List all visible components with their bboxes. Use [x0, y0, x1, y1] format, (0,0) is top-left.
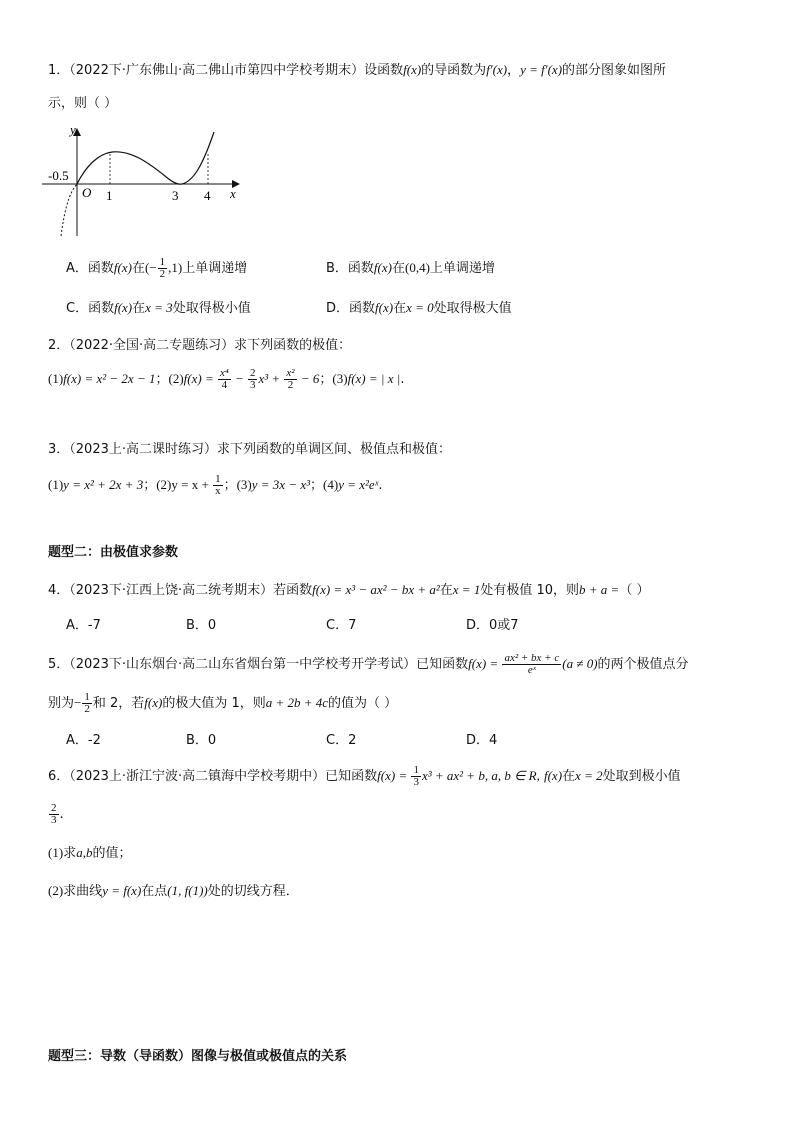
q5-line2-sign: −: [74, 695, 82, 710]
q5-option-b[interactable]: B．0: [186, 733, 217, 748]
frac-den: 2: [287, 379, 294, 391]
q2-p2-label: (2): [168, 371, 184, 386]
section-title-2: 题型二：由极值求参数: [48, 545, 179, 560]
q4-option-a[interactable]: A．-7: [66, 618, 101, 633]
q1-option-a-post: 上单调递增: [182, 261, 248, 276]
q5-line2-frac: [82, 692, 92, 715]
q6-part2: [48, 881, 773, 902]
q1-option-c-pre: C．函数: [66, 301, 115, 316]
x-label: x: [230, 186, 236, 201]
q6-value-frac: [49, 803, 59, 826]
q6-part1-b: 的值；: [92, 846, 132, 861]
q5-line2-d: 的值为（ ）: [328, 696, 398, 711]
q6-fx: f(x): [543, 768, 563, 783]
derivative-graph: [40, 124, 245, 240]
q1-fx: f(x): [403, 62, 422, 77]
q3-parts: [48, 470, 773, 501]
q1-option-b-pre: B．函数: [326, 261, 374, 276]
q5-func-pre: f(x) =: [468, 656, 502, 671]
q6-part2-curve: y = f(x): [102, 883, 142, 898]
q4-stem-c: 处有极值 10，则: [480, 583, 580, 598]
frac-den: x: [215, 485, 221, 497]
q5-option-d[interactable]: D．4: [466, 733, 498, 748]
frac-den: 2: [159, 268, 166, 280]
q1-option-c-post: 处取得极小值: [172, 301, 251, 316]
q1-stem-text: 1．（2022下·广东佛山·高二佛山市第四中学校考期末）设函数: [48, 63, 404, 78]
q5-stem-line1: [48, 650, 773, 679]
q1-stem-text-c: ，: [507, 63, 521, 78]
section-title-3: 题型三：导数（导函数）图像与极值或极值点的关系: [48, 1049, 348, 1064]
q6-part1: [48, 843, 773, 864]
q1-option-d[interactable]: [326, 298, 512, 319]
q6-part2-b: 在点: [141, 884, 168, 899]
q6-part1-vars: a,b: [76, 845, 93, 860]
q1-option-d-post: 处取得极大值: [433, 301, 512, 316]
q4-func: f(x) = x³ − ax² − bx + a²: [312, 582, 440, 597]
frac-num: 2: [249, 367, 256, 379]
q6-stem-c: 处取到极小值: [602, 769, 681, 784]
q1-yeq: y = f′(x): [520, 62, 563, 77]
q1-option-a-mid: 在: [131, 261, 145, 276]
q6-func-pre: f(x) =: [377, 768, 411, 783]
frac-den: 2: [84, 703, 90, 715]
q1-stem-text-b: 的导函数为: [421, 63, 487, 78]
frac-num: x²: [286, 367, 295, 379]
q3-sep-2: ；: [223, 478, 237, 493]
frac-num: ax² + bx + c: [504, 652, 560, 664]
q1-option-b-fx: f(x): [373, 260, 392, 275]
q6-part2-label: (2): [48, 883, 64, 898]
q2-p1: f(x) = x² − 2x − 1: [63, 371, 156, 386]
q2-p1-label: (1): [48, 371, 64, 386]
q3-p4-label: (4): [323, 477, 339, 492]
q2-p2-pre: f(x) =: [183, 371, 217, 386]
q6-stem-a: 6．（2023上·浙江宁波·高二镇海中学校考期中）已知函数: [48, 769, 378, 784]
q3-sep-1: ；: [143, 478, 157, 493]
q3-p1-label: (1): [48, 477, 64, 492]
q6-stem-line1: [48, 762, 773, 791]
q6-val-end: .: [59, 807, 64, 822]
frac-num: 2: [51, 802, 57, 814]
q4-option-d[interactable]: D．0或7: [466, 618, 519, 633]
q1-option-c-cond: x = 3: [145, 300, 173, 315]
q1-stem-line1: [48, 60, 773, 81]
q3-p3-label: (3): [236, 477, 252, 492]
tick-neg-half: -0.5: [48, 168, 69, 183]
q6-part2-point: (1, f(1)): [167, 883, 208, 898]
frac-den: 3: [51, 814, 57, 826]
q6-stem-line2: [48, 802, 773, 828]
q3-p2-frac: [213, 474, 223, 497]
q1-option-d-mid: 在: [393, 301, 407, 316]
q5-line2-fx: f(x): [144, 695, 163, 710]
q1-option-d-pre: D．函数: [326, 301, 376, 316]
q3-p4: y = x²eˣ: [338, 477, 379, 492]
curve-solid-part: [77, 132, 214, 184]
q2-p3: f(x) = | x |: [347, 371, 401, 386]
frac-num: 1: [413, 764, 419, 776]
q4-option-c[interactable]: C．7: [326, 618, 357, 633]
q5-stem-line2: [48, 690, 773, 717]
q5-option-c[interactable]: C．2: [326, 733, 357, 748]
q1-option-b[interactable]: [326, 258, 495, 279]
q4-stem-b: 在: [439, 583, 453, 598]
q6-part2-c: 处的切线方程．: [207, 884, 299, 899]
frac-num: x⁴: [219, 367, 229, 379]
q1-option-c-fx: f(x): [114, 300, 133, 315]
q4-stem-d: （ ）: [619, 583, 650, 598]
q5-option-a[interactable]: A．-2: [66, 733, 101, 748]
q5-line2-b: 和 2，若: [92, 696, 145, 711]
origin-label: O: [82, 185, 92, 200]
q2-p2-frac3: [284, 368, 296, 391]
q4-stem-a: 4．（2023下·江西上饶·高二统考期末）若函数: [48, 583, 313, 598]
q5-line2-expr: a + 2b + 4c: [265, 695, 329, 710]
q4-expr: b + a =: [579, 582, 620, 597]
frac-den: eˣ: [527, 664, 536, 676]
q2-sep-1: ；: [155, 372, 169, 387]
q6-func-post: x³ + ax² + b, a, b ∈ R,: [421, 768, 540, 783]
q4-cond: x = 1: [452, 582, 481, 597]
q6-cond: x = 2: [575, 768, 603, 783]
q4-stem: [48, 580, 773, 601]
q5-line2-c: 的极大值为 1，则: [162, 696, 266, 711]
q1-option-a-close: ,1): [168, 260, 183, 275]
q6-part1-a: 求: [63, 846, 77, 861]
q5-func-frac: [502, 653, 561, 676]
q2-parts: [48, 366, 773, 393]
q1-stem-line2: 示，则（ ）: [48, 96, 118, 111]
tick-1: 1: [106, 188, 113, 203]
frac-den: 3: [413, 776, 419, 788]
q2-p3-label: (3): [332, 371, 348, 386]
q1-option-b-interval: (0,4): [404, 260, 430, 275]
q2-p2-frac1: [218, 368, 231, 391]
frac-num: 1: [215, 473, 221, 485]
q3-p3: y = 3x − x³: [251, 477, 311, 492]
q2-stem: 2．（2022·全国·高二专题练习）求下列函数的极值：: [48, 338, 352, 353]
q2-sep-2: ；: [319, 372, 333, 387]
q1-option-a-frac: [158, 257, 168, 280]
q3-stem: 3．（2023上·高二课时练习）求下列函数的单调区间、极值点和极值：: [48, 442, 451, 457]
q5-line2-a: 别为: [48, 696, 75, 711]
tick-4: 4: [204, 188, 211, 203]
frac-den: 4: [221, 379, 228, 391]
q1-option-a-fx: f(x): [113, 260, 132, 275]
q2-p2-frac2: [248, 368, 258, 391]
q2-p2-mid: x³ +: [258, 371, 284, 386]
frac-den: 3: [249, 379, 256, 391]
tick-3: 3: [172, 188, 179, 203]
q3-sep-3: ；: [310, 478, 324, 493]
q1-option-d-cond: x = 0: [406, 300, 434, 315]
q5-func-post: (a ≠ 0): [562, 656, 598, 671]
q3-p2-pre: y = x +: [171, 477, 213, 492]
q1-option-b-mid: 在: [391, 261, 405, 276]
q1-option-d-fx: f(x): [375, 300, 394, 315]
q1-option-a-open: (−: [144, 260, 157, 275]
q1-option-a-pre: A．函数: [66, 261, 114, 276]
q2-end: .: [400, 372, 405, 387]
y-label: y: [70, 124, 76, 137]
frac-num: 1: [84, 691, 90, 703]
q4-option-b[interactable]: B．0: [186, 618, 217, 633]
q6-part1-label: (1): [48, 845, 64, 860]
q2-p2-tail: − 6: [297, 371, 320, 386]
q1-option-a[interactable]: [66, 256, 247, 281]
q1-option-c-mid: 在: [132, 301, 146, 316]
curve-dashed-part: [61, 184, 77, 236]
q6-part2-a: 求曲线: [63, 884, 103, 899]
frac-num: 1: [159, 256, 166, 268]
q3-p1: y = x² + 2x + 3: [63, 477, 144, 492]
q6-func-frac: [411, 765, 421, 788]
q6-stem-b: 在: [562, 769, 576, 784]
q1-option-c[interactable]: [66, 298, 251, 319]
q1-fpx: f′(x): [486, 62, 508, 77]
q1-option-b-post: 上单调递增: [429, 261, 495, 276]
q1-stem-text-d: 的部分图象如图所: [562, 63, 667, 78]
q3-end: .: [378, 478, 383, 493]
q2-p2-minus: −: [231, 371, 247, 386]
q3-p2-label: (2): [156, 477, 172, 492]
q5-stem-b: 的两个极值点分: [597, 657, 689, 672]
q5-stem-a: 5．（2023下·山东烟台·高二山东省烟台第一中学校考开学考试）已知函数: [48, 657, 469, 672]
